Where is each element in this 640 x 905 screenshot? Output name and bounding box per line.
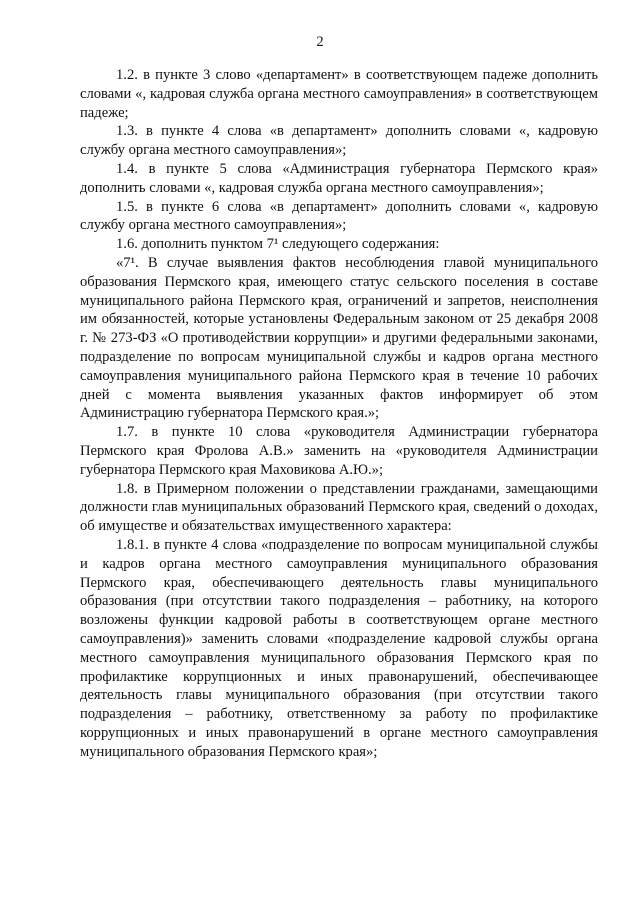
paragraph-1-5: 1.5. в пункте 6 слова «в департамент» дополнить словами «, кадровую службу органа местного самоуправления»; bbox=[80, 198, 598, 234]
paragraph-1-8-1: 1.8.1. в пункте 4 слова «подразделение по вопросам муниципальной службы и кадров органа местного самоуправления муниципального образования Пермского края, обеспечивающего деятельность главы муниципального образования (при отсутствии такого подразделения – работнику, на которого возложены функции кадровой работы в соответствующем органе местного самоуправления)» заменить словами «подразделение кадровой службы органа местного самоуправления муниципального образования Пермского края по профилактике коррупционных и иных правонарушений, обеспечивающее деятельность главы муниципального образования (при отсутствии такого подразделения – работнику, ответственному за работу по профилактике коррупционных и иных правонарушений в органе местного самоуправления муниципального образования Пермского края»; bbox=[80, 536, 598, 760]
paragraph-1-3: 1.3. в пункте 4 слова «в департамент» дополнить словами «, кадровую службу органа местного самоуправления»; bbox=[80, 123, 598, 159]
paragraph-1-7: 1.7. в пункте 10 слова «руководителя Администрации губернатора Пермского края Фролова А.В.» заменить на «руководителя Администрации губернатора Пермского края Маховикова А.Ю.»; bbox=[80, 424, 598, 478]
page-number: 2 bbox=[316, 34, 324, 50]
document-body bbox=[80, 66, 598, 761]
paragraph-7-1-quote: «7¹. В случае выявления фактов несоблюдения главой муниципального образования Пермского края, имеющего статус сельского поселения в составе муниципального района Пермского края, ограничений и запретов, неисполнения им обязанностей, которые установлены Федеральным законом от 25 декабря 2008 г. № 273-ФЗ «О противодействии коррупции» и другими федеральными законами, подразделение по вопросам муниципальной службы и кадров органа местного самоуправления муниципального района Пермского края в течение 10 рабочих дней с момента выявления указанных фактов информирует об этом Администрацию губернатора Пермского края.»; bbox=[80, 254, 598, 422]
paragraph-1-2: 1.2. в пункте 3 слово «департамент» в соответствующем падеже дополнить словами «, кадровая служба органа местного самоуправления» в соответствующем падеже; bbox=[80, 67, 598, 121]
paragraph-1-8: 1.8. в Примерном положении о представлении гражданами, замещающими должности глав муниципальных образований Пермского края, сведений о доходах, об имуществе и обязательствах имущественного характера: bbox=[80, 480, 598, 535]
paragraph-1-4: 1.4. в пункте 5 слова «Администрация губернатора Пермского края» дополнить словами «, кадровая служба органа местного самоуправления»; bbox=[80, 160, 598, 196]
paragraph-1-6: 1.6. дополнить пунктом 7¹ следующего содержания: bbox=[116, 236, 440, 253]
